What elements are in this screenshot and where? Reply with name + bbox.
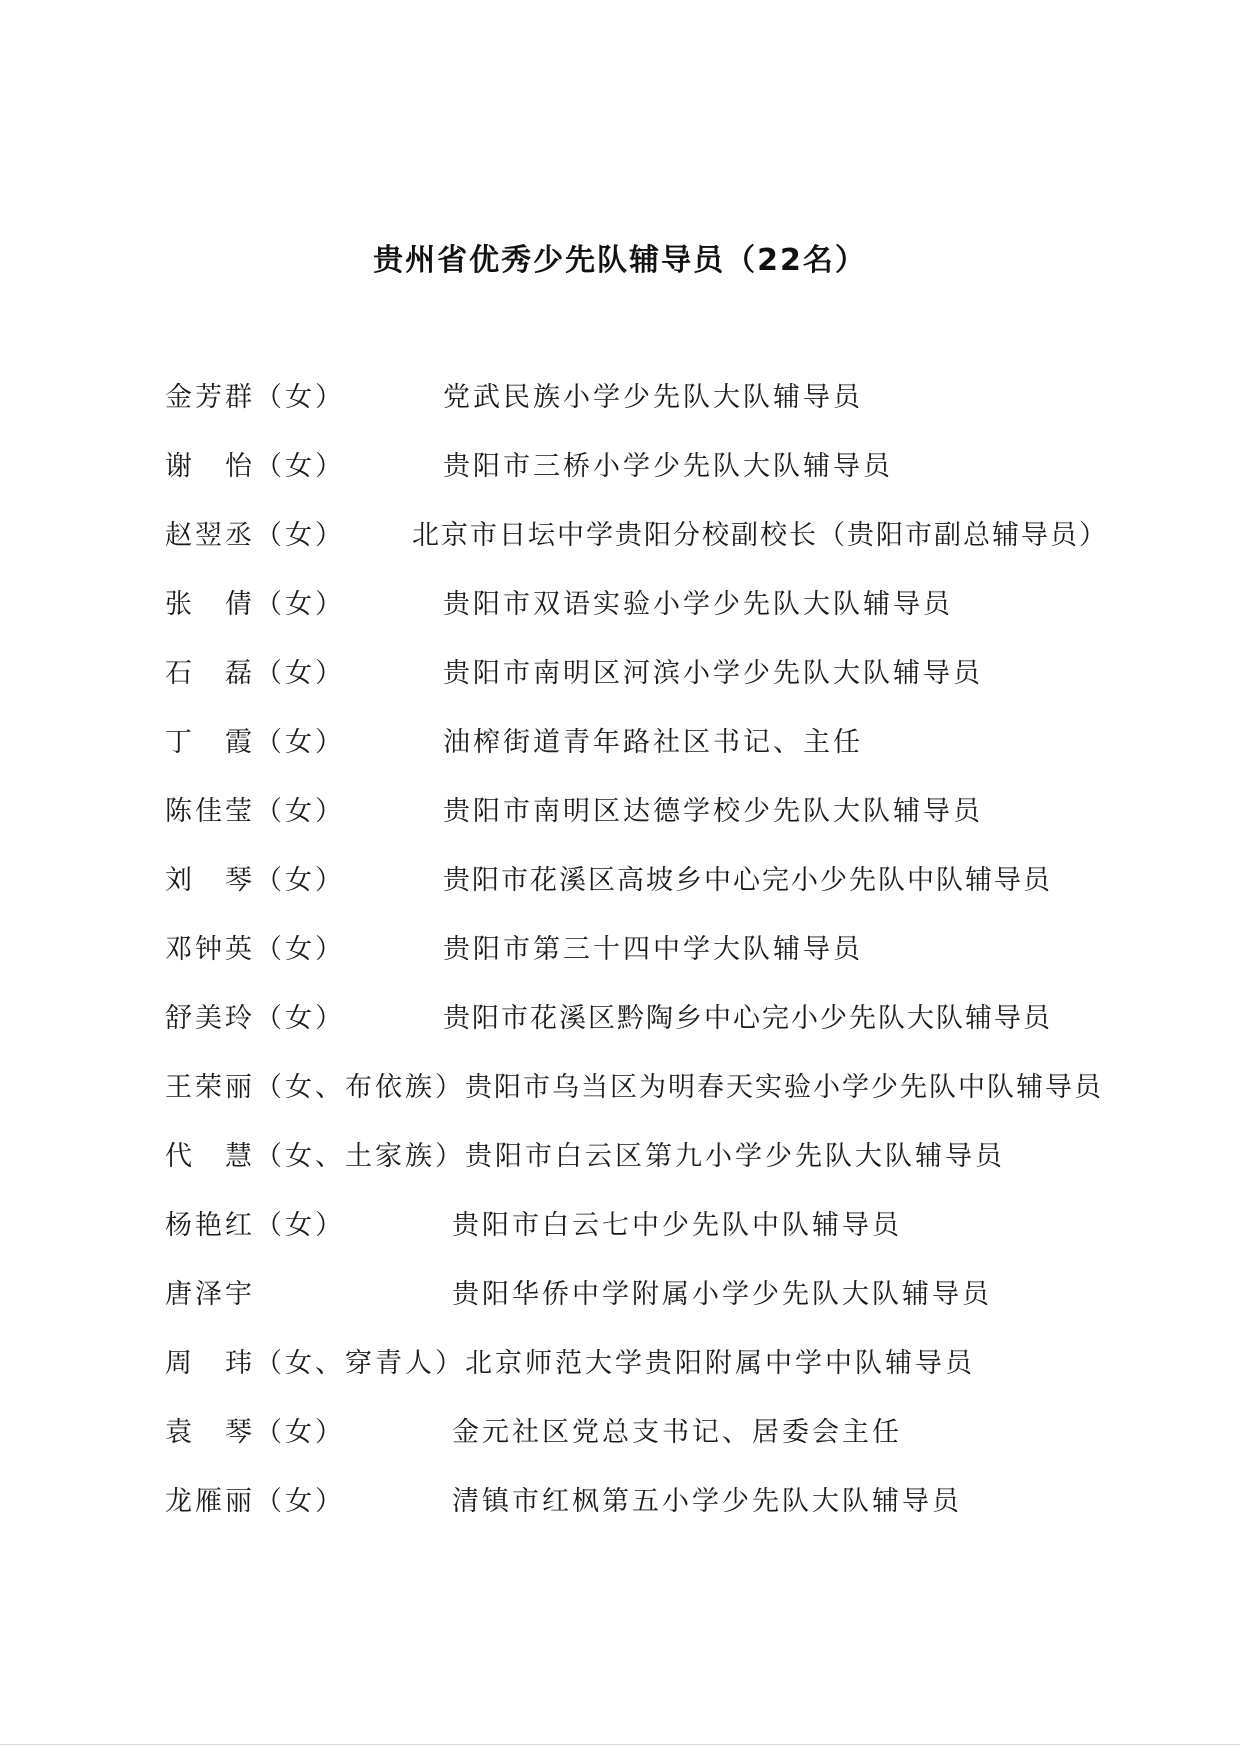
honoree-name: 邓钟英（女） bbox=[165, 934, 345, 965]
list-item bbox=[0, 1479, 1240, 1548]
honoree-unit: 油榨街道青年路社区书记、主任 bbox=[443, 727, 863, 758]
honoree-name: 石 磊（女） bbox=[165, 658, 345, 689]
list-item bbox=[0, 996, 1240, 1065]
list-item bbox=[0, 513, 1240, 582]
honoree-unit: 贵阳市第三十四中学大队辅导员 bbox=[443, 934, 863, 965]
honoree-line bbox=[165, 1065, 1103, 1104]
list-item bbox=[0, 858, 1240, 927]
list-item bbox=[0, 1134, 1240, 1203]
list-item bbox=[0, 1065, 1240, 1134]
honoree-unit: 北京市日坛中学贵阳分校副校长（贵阳市副总辅导员） bbox=[412, 520, 1108, 551]
list-item bbox=[0, 1410, 1240, 1479]
honoree-name: 陈佳莹（女） bbox=[165, 796, 345, 827]
honoree-unit: 金元社区党总支书记、居委会主任 bbox=[452, 1417, 902, 1448]
list-item bbox=[0, 444, 1240, 513]
list-item bbox=[0, 720, 1240, 789]
honoree-name: 杨艳红（女） bbox=[165, 1210, 345, 1241]
honoree-name: 丁 霞（女） bbox=[165, 727, 345, 758]
honoree-line bbox=[165, 1341, 975, 1380]
list-item bbox=[0, 1341, 1240, 1410]
honoree-unit: 贵阳市花溪区黔陶乡中心完小少先队大队辅导员 bbox=[443, 1003, 1052, 1034]
honoree-line bbox=[165, 1134, 1005, 1173]
list-item bbox=[0, 1203, 1240, 1272]
list-item bbox=[0, 375, 1240, 444]
honoree-list bbox=[0, 375, 1240, 1548]
honoree-unit: 贵阳市南明区达德学校少先队大队辅导员 bbox=[443, 796, 983, 827]
honoree-name: 代 慧（女、土家族） bbox=[165, 1141, 465, 1172]
honoree-unit: 贵阳市南明区河滨小学少先队大队辅导员 bbox=[443, 658, 983, 689]
honoree-name: 周 玮（女、穿青人） bbox=[165, 1348, 465, 1379]
honoree-name: 王荣丽（女、布依族） bbox=[165, 1072, 465, 1103]
honoree-name: 刘 琴（女） bbox=[165, 865, 345, 896]
honoree-unit: 贵阳华侨中学附属小学少先队大队辅导员 bbox=[452, 1279, 992, 1310]
list-item bbox=[0, 582, 1240, 651]
honoree-name: 龙雁丽（女） bbox=[165, 1486, 345, 1517]
list-item bbox=[0, 927, 1240, 996]
honoree-name: 赵翌丞（女） bbox=[165, 520, 345, 551]
honoree-unit: 贵阳市乌当区为明春天实验小学少先队中队辅导员 bbox=[465, 1072, 1103, 1103]
honoree-name: 袁 琴（女） bbox=[165, 1417, 345, 1448]
honoree-name: 张 倩（女） bbox=[165, 589, 345, 620]
honoree-unit: 北京师范大学贵阳附属中学中队辅导员 bbox=[465, 1348, 975, 1379]
honoree-unit: 贵阳市三桥小学少先队大队辅导员 bbox=[443, 451, 893, 482]
honoree-unit: 贵阳市白云区第九小学少先队大队辅导员 bbox=[465, 1141, 1005, 1172]
list-item bbox=[0, 789, 1240, 858]
honoree-unit: 贵阳市白云七中少先队中队辅导员 bbox=[452, 1210, 902, 1241]
honoree-name: 唐泽宇 bbox=[165, 1279, 255, 1310]
list-item bbox=[0, 651, 1240, 720]
honoree-unit: 党武民族小学少先队大队辅导员 bbox=[443, 382, 863, 413]
document-title: 贵州省优秀少先队辅导员（22名） bbox=[373, 243, 867, 278]
honoree-name: 谢 怡（女） bbox=[165, 451, 345, 482]
honoree-unit: 贵阳市双语实验小学少先队大队辅导员 bbox=[443, 589, 953, 620]
page-bottom-edge bbox=[0, 1744, 1240, 1745]
honoree-unit: 清镇市红枫第五小学少先队大队辅导员 bbox=[452, 1486, 962, 1517]
honoree-name: 金芳群（女） bbox=[165, 382, 345, 413]
list-item bbox=[0, 1272, 1240, 1341]
honoree-name: 舒美玲（女） bbox=[165, 1003, 345, 1034]
honoree-unit: 贵阳市花溪区高坡乡中心完小少先队中队辅导员 bbox=[443, 865, 1052, 896]
